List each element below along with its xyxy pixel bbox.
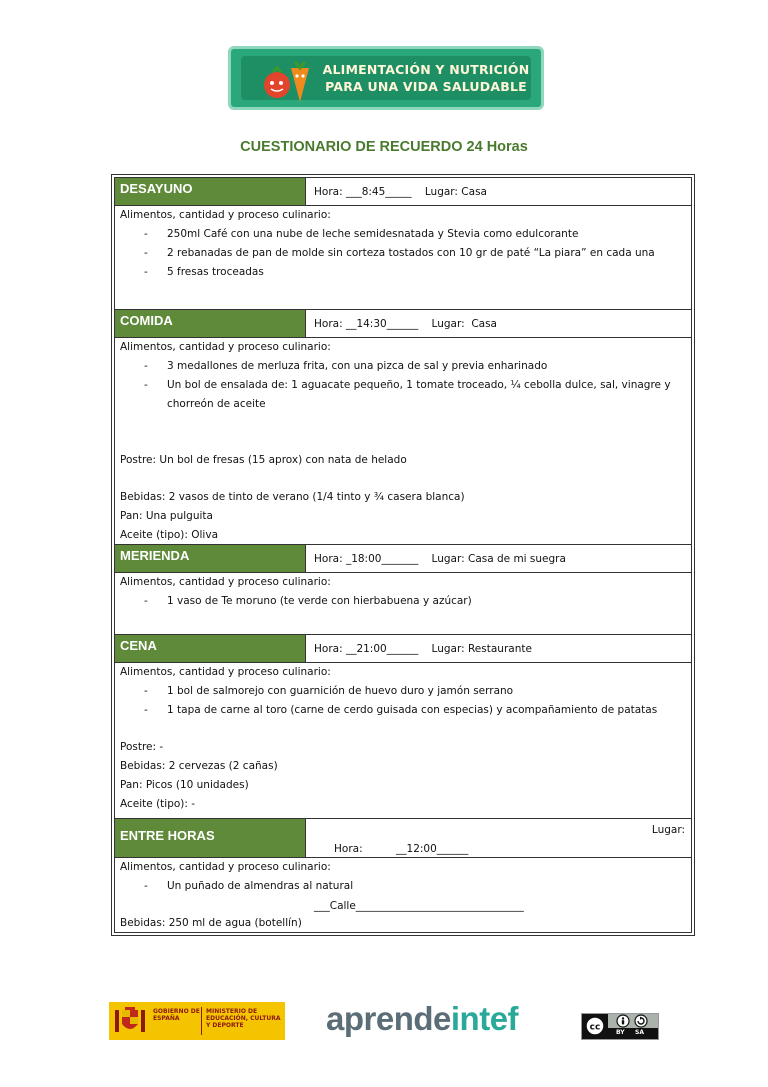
- cena-postre: Postre: -: [120, 741, 164, 753]
- ministerio-text: MINISTERIO DE EDUCACIÓN, CULTURA Y DEPORTE: [206, 1008, 281, 1029]
- cena-bebidas: Bebidas: 2 cervezas (2 cañas): [120, 760, 278, 772]
- bullet-dash: -: [144, 595, 148, 607]
- cena-item: 1 bol de salmorejo con guarnición de huevo duro y jamón serrano: [167, 685, 514, 697]
- cena-header: [115, 635, 691, 663]
- merienda-label: MERIENDA: [115, 545, 305, 572]
- bullet-dash: -: [144, 228, 148, 240]
- desayuno-info: Hora: ___8:45_____ Lugar: Casa: [305, 178, 691, 205]
- coat-of-arms-icon: [113, 1006, 147, 1036]
- entre-horas-intro: Alimentos, cantidad y proceso culinario:: [120, 861, 331, 873]
- banner-line-1: ALIMENTACIÓN Y NUTRICIÓN: [322, 62, 530, 77]
- comida-item: 3 medallones de merluza frita, con una pizca de sal y previa enharinado: [167, 360, 548, 372]
- aprende-intef-logo: [326, 1000, 518, 1038]
- bullet-dash: -: [144, 247, 148, 259]
- bullet-dash: -: [144, 360, 148, 372]
- banner-title: [321, 61, 531, 95]
- cena-intro: Alimentos, cantidad y proceso culinario:: [120, 666, 331, 678]
- bullet-dash: -: [144, 880, 148, 892]
- desayuno-item: 250ml Café con una nube de leche semidesnatada y Stevia como edulcorante: [167, 228, 579, 240]
- desayuno-label: DESAYUNO: [115, 178, 305, 205]
- bullet-dash: -: [144, 379, 148, 391]
- merienda-body: [115, 573, 691, 635]
- comida-pan: Pan: Una pulguita: [120, 510, 213, 522]
- desayuno-item: 5 fresas troceadas: [167, 266, 264, 278]
- merienda-info: Hora: _18:00_______ Lugar: Casa de mi suegra: [305, 545, 691, 572]
- intef-text: intef: [450, 1000, 519, 1037]
- creative-commons-badge: [581, 1013, 659, 1040]
- gobierno-separator: [201, 1007, 202, 1035]
- cena-label: CENA: [115, 635, 305, 662]
- desayuno-intro: Alimentos, cantidad y proceso culinario:: [120, 209, 331, 221]
- comida-label: COMIDA: [115, 310, 305, 337]
- entre-horas-calle: ___Calle________________________________: [314, 900, 524, 912]
- banner-line-2: PARA UNA VIDA SALUDABLE: [325, 79, 527, 94]
- bullet-dash: -: [144, 685, 148, 697]
- bullet-dash: -: [144, 266, 148, 278]
- gobierno-text: GOBIERNO DE ESPAÑA: [153, 1008, 200, 1022]
- gobierno-logo: [109, 1002, 285, 1040]
- bullet-dash: -: [144, 704, 148, 716]
- comida-header: [115, 310, 691, 338]
- cc-by-label: BY: [616, 1029, 625, 1036]
- document-title: CUESTIONARIO DE RECUERDO 24 Horas: [240, 139, 528, 155]
- comida-postre: Postre: Un bol de fresas (15 aprox) con nata de helado: [120, 454, 407, 466]
- entre-horas-item: Un puñado de almendras al natural: [167, 880, 354, 892]
- vegetables-icon: [251, 58, 321, 104]
- header-banner: [228, 46, 544, 110]
- comida-info: Hora: __14:30______ Lugar: Casa: [305, 310, 691, 337]
- entre-horas-info: [305, 819, 691, 912]
- comida-body: [115, 338, 691, 545]
- form-inner: [114, 177, 692, 933]
- comida-intro: Alimentos, cantidad y proceso culinario:: [120, 341, 331, 353]
- svg-text:cc: cc: [589, 1022, 601, 1033]
- aprende-text: aprende: [326, 1000, 451, 1037]
- entre-horas-bebidas: Bebidas: 250 ml de agua (botellín): [120, 917, 302, 929]
- merienda-header: [115, 545, 691, 573]
- comida-item: chorreón de aceite: [167, 398, 266, 410]
- entre-horas-hora: Hora: __12:00______: [334, 843, 469, 855]
- cena-body: [115, 663, 691, 819]
- comida-item: Un bol de ensalada de: 1 aguacate pequeño, 1 tomate troceado, ¼ cebolla dulce, sal, vinagre y: [167, 379, 671, 391]
- cena-pan: Pan: Picos (10 unidades): [120, 779, 249, 791]
- recall-form: [111, 174, 695, 936]
- cena-info: Hora: __21:00______ Lugar: Restaurante: [305, 635, 691, 662]
- desayuno-body: [115, 206, 691, 310]
- entre-horas-lugar: Lugar:: [651, 824, 685, 836]
- desayuno-header: [115, 178, 691, 206]
- desayuno-item: 2 rebanadas de pan de molde sin corteza tostados con 10 gr de paté “La piara” en cada una: [167, 247, 655, 259]
- merienda-intro: Alimentos, cantidad y proceso culinario:: [120, 576, 331, 588]
- entre-horas-label: ENTRE HORAS: [115, 819, 305, 857]
- comida-aceite: Aceite (tipo): Oliva: [120, 529, 219, 541]
- cena-item: 1 tapa de carne al toro (carne de cerdo guisada con especias) y acompañamiento de patatas: [167, 704, 658, 716]
- cena-aceite: Aceite (tipo): -: [120, 798, 196, 810]
- entre-horas-body: [115, 858, 691, 934]
- merienda-item: 1 vaso de Te moruno (te verde con hierbabuena y azúcar): [167, 595, 472, 607]
- cc-sa-label: SA: [635, 1029, 644, 1036]
- comida-bebidas: Bebidas: 2 vasos de tinto de verano (1/4 tinto y ¾ casera blanca): [120, 491, 465, 503]
